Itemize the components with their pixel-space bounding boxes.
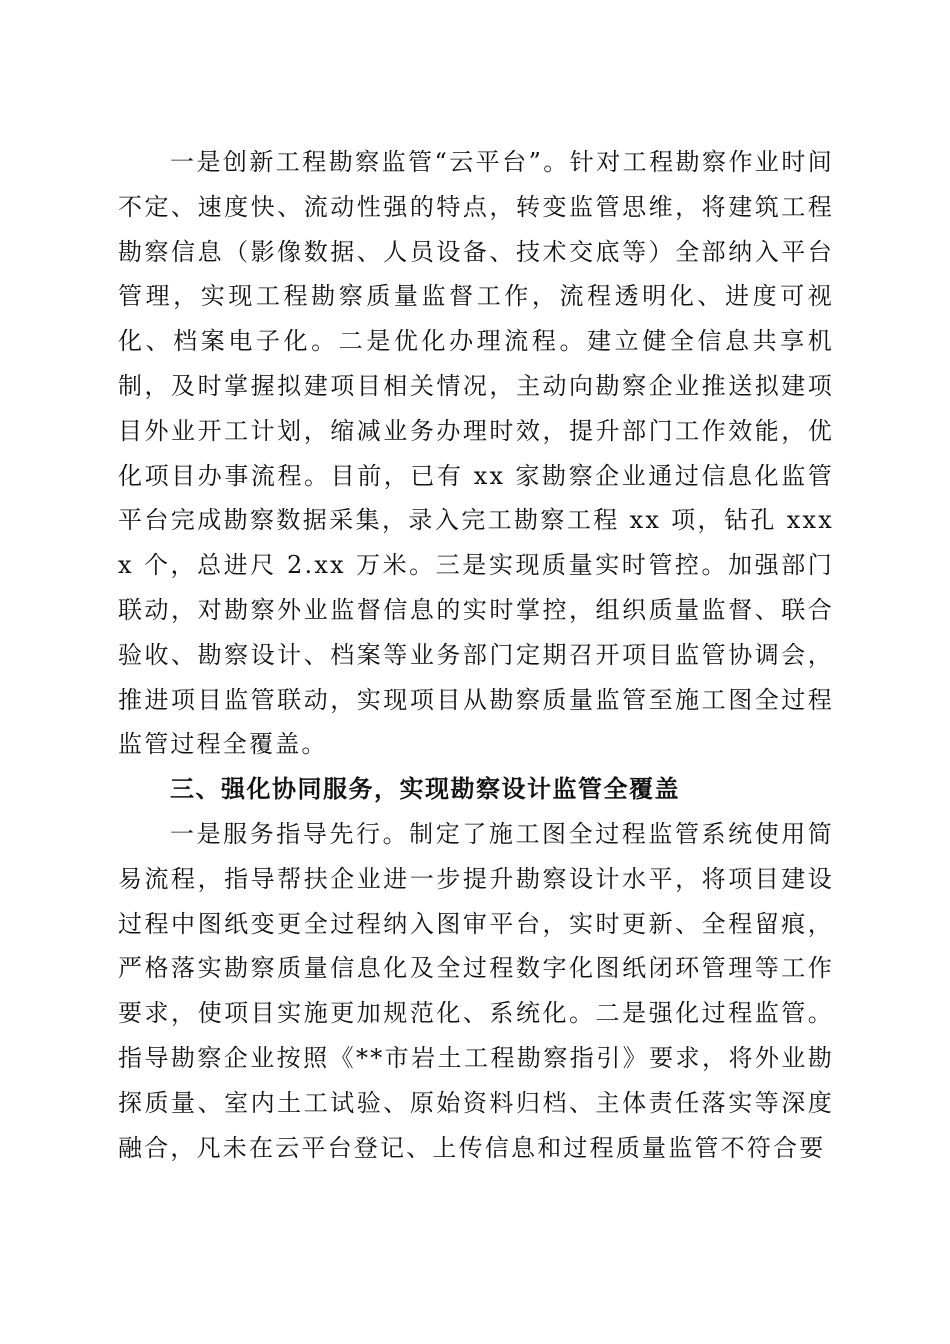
- document-body: [118, 140, 834, 1170]
- paragraph-survey-platform: [118, 140, 834, 767]
- section-heading: 三、强化协同服务，实现勘察设计监管全覆盖: [170, 775, 680, 804]
- paragraph-collaborative-service: [118, 812, 834, 1170]
- paragraph-text: 加强部门联动，对勘察外业监督信息的实时掌控，组织质量监督、联合验收、勘察设计、档案等业务部门定期召开项目监管协调会，推进项目监管联动，实现项目从勘察质量监管至施工图全过程监管过程全覆盖。: [118, 551, 835, 759]
- paragraph-text: 指导勘察企业按照《**市岩土工程勘察指引》要求，将外业勘探质量、室内土工试验、原始资料归档、主体责任落实等深度融合，凡未在云平台登记、上传信息和过程质量监管不符合要: [118, 1043, 834, 1162]
- lead-process-supervision: 二是强化过程监管。: [595, 999, 834, 1028]
- paragraph-text: 制定了施工图全过程监管系统使用简易流程，指导帮扶企业进一步提升勘察设计水平，将项目建设过程中图纸变更全过程纳入图审平台，实时更新、全程留痕，严格落实勘察质量信息化及全过程数字化图纸闭环管理等工作要求，使项目实施更加规范化、系统化。: [118, 819, 834, 1028]
- paragraph-text: 针对工程勘察作业时间不定、速度快、流动性强的特点，转变监管思维，将建筑工程勘察信息（影像数据、人员设备、技术交底等）全部纳入平台管理，实现工程勘察质量监督工作，流程透明化、进度可视化、档案电子化。: [118, 148, 834, 356]
- lead-innovate-cloud-platform: 一是创新工程勘察监管“云平台”。: [170, 148, 570, 176]
- paragraph-text: 建立健全信息共享机制，及时掌握拟建项目相关情况，主动向勘察企业推送拟建项目外业开工计划，缩减业务办理时效，提升部门工作效能，优化项目办事流程。目前，已有 xx 家勘察企业通过信息化监管平台完成勘察数据采集，录入完工勘察工程 xx 项，钻孔 xxxx 个，总进尺 2.xx 万米。: [118, 327, 834, 580]
- lead-quality-control: 三是实现质量实时管控。: [435, 551, 729, 580]
- lead-service-guidance: 一是服务指导先行。: [170, 819, 410, 848]
- lead-optimize-process: 二是优化办理流程。: [338, 327, 588, 356]
